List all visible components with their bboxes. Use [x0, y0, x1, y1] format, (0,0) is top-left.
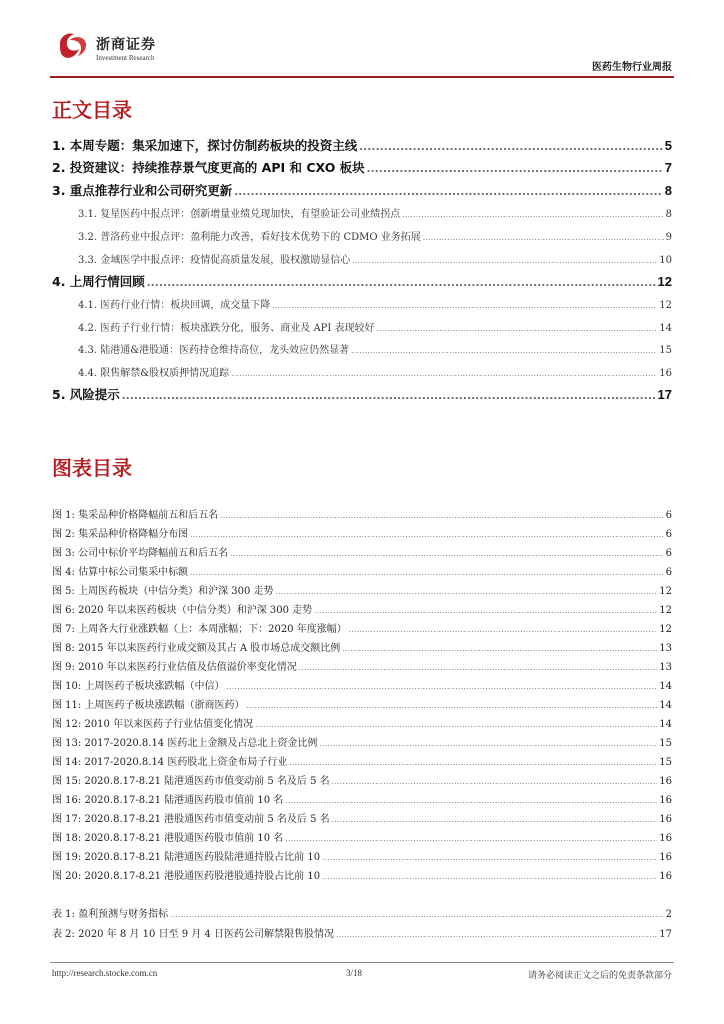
figure-entry-label: 图 7: 上周各大行业涨跌幅（上：本周涨幅；下：2020 年度涨幅） [52, 624, 347, 635]
footer-url[interactable]: http://research.stocke.com.cn [52, 968, 158, 978]
dot-leader [289, 759, 657, 767]
figure-entry-label: 图 12: 2010 年以来医药子行业估值变化情况 [52, 719, 254, 730]
dot-leader [234, 183, 662, 198]
toc-entry-page: 8 [665, 209, 672, 220]
dot-leader [351, 347, 657, 355]
figure-entry-label: 图 16: 2020.8.17-8.21 陆港通医药股市值前 10 名 [52, 795, 284, 806]
dot-leader [170, 911, 664, 919]
figure-entry-page: 6 [665, 548, 672, 559]
logo-text-en: Investment Research [96, 54, 155, 62]
table-entry[interactable] [52, 925, 672, 940]
dot-leader [285, 797, 657, 805]
figure-entry[interactable] [52, 867, 672, 882]
figure-entry[interactable] [52, 772, 672, 787]
figure-entry-label: 图 6: 2020 年以来医药板块（中信分类）和沪深 300 走势 [52, 605, 313, 616]
toc-entry-label: 3. 重点推荐行业和公司研究更新 [52, 183, 233, 198]
toc-entry-page: 10 [659, 255, 672, 266]
toc-entry-page: 5 [664, 138, 672, 153]
toc-entry-label: 4. 上周行情回顾 [52, 274, 145, 289]
figure-entry[interactable] [52, 639, 672, 654]
dot-leader [299, 664, 658, 672]
figure-entry-page: 6 [665, 567, 672, 578]
dot-leader [230, 550, 664, 558]
dot-leader [220, 512, 664, 520]
figure-entry-label: 图 5: 上周医药板块（中信分类）和沪深 300 走势 [52, 586, 274, 597]
figure-entry-page: 16 [659, 814, 672, 825]
toc-entry-page: 12 [659, 300, 672, 311]
toc-entry-label: 4.1. 医药行业行情：板块回调，成交量下降 [78, 300, 271, 311]
figure-entry-page: 12 [659, 586, 672, 597]
toc-entry-page: 9 [665, 232, 672, 243]
dot-leader [122, 387, 656, 402]
figure-entry-page: 13 [659, 662, 672, 673]
company-logo [56, 30, 166, 70]
figure-entry-page: 15 [659, 757, 672, 768]
figure-entry-page: 13 [659, 643, 672, 654]
dot-leader [272, 302, 657, 310]
figure-entry[interactable] [52, 658, 672, 673]
figure-entry[interactable] [52, 753, 672, 768]
toc-entry[interactable] [52, 181, 672, 199]
dot-leader [246, 702, 657, 710]
page-number: 3/18 [346, 968, 363, 978]
dot-leader [377, 325, 658, 333]
figure-entry-label: 图 8: 2015 年以来医药行业成交额及其占 A 股市场总成交额比例 [52, 643, 341, 654]
toc-entry[interactable] [52, 158, 672, 176]
figure-entry-page: 14 [659, 719, 672, 730]
dot-leader [231, 370, 657, 378]
figure-entry-label: 图 3: 公司中标价平均降幅前五和后五名 [52, 548, 229, 559]
toc-entry-page: 14 [659, 323, 672, 334]
toc-subentry[interactable] [78, 319, 672, 334]
toc-entry-page: 12 [657, 274, 672, 289]
figure-entry-page: 6 [665, 510, 672, 521]
figure-entry-page: 16 [659, 776, 672, 787]
toc-entry-label: 5. 风险提示 [52, 387, 120, 402]
figure-entry[interactable] [52, 829, 672, 844]
figure-entry[interactable] [52, 848, 672, 863]
toc-entry-page: 17 [657, 387, 672, 402]
dot-leader [147, 274, 656, 289]
toc-subentry[interactable] [78, 205, 672, 220]
figure-entry-label: 图 10: 上周医药子板块涨跌幅（中信） [52, 681, 225, 692]
footer-divider [50, 962, 674, 963]
table-entry-label: 表 2: 2020 年 8 月 10 日至 9 月 4 日医药公司解禁限售股情况 [52, 929, 334, 940]
figure-entry-label: 图 19: 2020.8.17-8.21 陆港通医药股陆港通持股占比前 10 [52, 852, 321, 863]
figure-entry-label: 图 1: 集采品种价格降幅前五和后五名 [52, 510, 219, 521]
toc-entry[interactable] [52, 272, 672, 290]
dot-leader [276, 588, 658, 596]
dot-leader [342, 645, 657, 653]
toc-entry-page: 16 [659, 368, 672, 379]
toc-subentry[interactable] [78, 228, 672, 243]
figure-entry-label: 图 9: 2010 年以来医药行业估值及估值溢价率变化情况 [52, 662, 297, 673]
dot-leader [314, 607, 657, 615]
dot-leader [402, 211, 663, 219]
figure-entry[interactable] [52, 810, 672, 825]
dot-leader [319, 740, 657, 748]
figure-entry-page: 16 [659, 795, 672, 806]
footer-disclaimer: 请务必阅读正文之后的免责条款部分 [527, 971, 672, 981]
figure-entry[interactable] [52, 734, 672, 749]
dot-leader [359, 138, 662, 153]
toc-entry-label: 2. 投资建议：持续推荐景气度更高的 API 和 CXO 板块 [52, 160, 365, 175]
toc-entry-label: 3.2. 普洛药业中报点评：盈利能力改善，看好技术优势下的 CDMO 业务拓展 [78, 232, 421, 243]
figure-entry-label: 图 13: 2017-2020.8.14 医药北上金额及占总北上资金比例 [52, 738, 318, 749]
toc-subentry[interactable] [78, 364, 672, 379]
figure-entry[interactable] [52, 696, 672, 711]
toc-subentry[interactable] [78, 341, 672, 356]
figure-entry[interactable] [52, 563, 672, 578]
figure-entry[interactable] [52, 620, 672, 635]
dot-leader [190, 569, 664, 577]
dot-leader [332, 778, 658, 786]
figure-entry-page: 15 [659, 738, 672, 749]
figure-entry-page: 14 [659, 681, 672, 692]
toc-entry-label: 3.1. 复星医药中报点评：创新增量业绩兑现加快，有望验证公司业绩拐点 [78, 209, 401, 220]
dot-leader [423, 234, 664, 242]
toc-subentry[interactable] [78, 251, 672, 266]
dot-leader [352, 257, 657, 265]
figure-entry-page: 16 [659, 871, 672, 882]
toc-entry-label: 3.3. 金域医学中报点评：疫情促高质量发展，股权激励显信心 [78, 255, 351, 266]
table-entry[interactable] [52, 905, 672, 920]
table-entry-label: 表 1: 盈利预测与财务指标 [52, 909, 169, 920]
logo-emblem-icon [56, 30, 90, 64]
dot-leader [322, 854, 657, 862]
figure-entry[interactable] [52, 544, 672, 559]
figure-entry-label: 图 20: 2020.8.17-8.21 港股通医药股港股通持股占比前 10 [52, 871, 321, 882]
figure-entry-label: 图 17: 2020.8.17-8.21 港股通医药市值变动前 5 名及后 5 名 [52, 814, 330, 825]
figure-entry-page: 16 [659, 833, 672, 844]
toc-entry-page: 8 [664, 183, 672, 198]
figure-entry-label: 图 15: 2020.8.17-8.21 陆港通医药市值变动前 5 名及后 5 名 [52, 776, 330, 787]
dot-leader [336, 931, 657, 939]
toc-entry-page: 7 [664, 160, 672, 175]
dot-leader [255, 721, 657, 729]
toc-entry-label: 4.4. 限售解禁&股权质押情况追踪 [78, 368, 230, 379]
dot-leader [190, 531, 664, 539]
figure-entry-page: 12 [659, 605, 672, 616]
figure-entry[interactable] [52, 506, 672, 521]
dot-leader [332, 816, 658, 824]
toc-entry-label: 4.3. 陆港通&港股通：医药持仓维持高位，龙头效应仍然显著 [78, 345, 350, 356]
figure-entry-page: 6 [665, 529, 672, 540]
figure-entry[interactable] [52, 791, 672, 806]
figure-entry[interactable] [52, 525, 672, 540]
toc-title: 正文目录 [52, 98, 132, 122]
dot-leader [285, 835, 657, 843]
report-type: 医药生物行业周报 [592, 62, 672, 73]
figure-entry[interactable] [52, 601, 672, 616]
table-entry-page: 17 [659, 929, 672, 940]
dot-leader [226, 683, 657, 691]
figure-entry-page: 14 [659, 700, 672, 711]
toc-entry[interactable] [52, 385, 672, 403]
figure-entry[interactable] [52, 715, 672, 730]
figure-entry-page: 16 [659, 852, 672, 863]
toc-subentry[interactable] [78, 296, 672, 311]
figure-entry[interactable] [52, 582, 672, 597]
dot-leader [322, 873, 657, 881]
header-divider [50, 76, 674, 78]
figure-entry-label: 图 14: 2017-2020.8.14 医药股北上资金布局子行业 [52, 757, 288, 768]
dot-leader [367, 160, 663, 175]
figure-entry-label: 图 4: 估算中标公司集采中标额 [52, 567, 189, 578]
toc-entry-label: 4.2. 医药子行业行情：板块涨跌分化，服务、商业及 API 表现较好 [78, 323, 375, 334]
figure-entry-label: 图 11: 上周医药子板块涨跌幅（浙商医药） [52, 700, 245, 711]
page-header [50, 28, 674, 76]
dot-leader [349, 626, 658, 634]
toc-entry[interactable] [52, 136, 672, 154]
figures-title: 图表目录 [52, 456, 132, 480]
logo-text-cn: 浙商证券 [96, 37, 156, 53]
toc-entry-page: 15 [659, 345, 672, 356]
figure-entry-page: 12 [659, 624, 672, 635]
table-entry-page: 2 [665, 909, 672, 920]
figure-entry-label: 图 2: 集采品种价格降幅分布图 [52, 529, 189, 540]
figure-entry-label: 图 18: 2020.8.17-8.21 港股通医药股市值前 10 名 [52, 833, 284, 844]
figure-entry[interactable] [52, 677, 672, 692]
toc-entry-label: 1. 本周专题：集采加速下，探讨仿制药板块的投资主线 [52, 138, 358, 153]
